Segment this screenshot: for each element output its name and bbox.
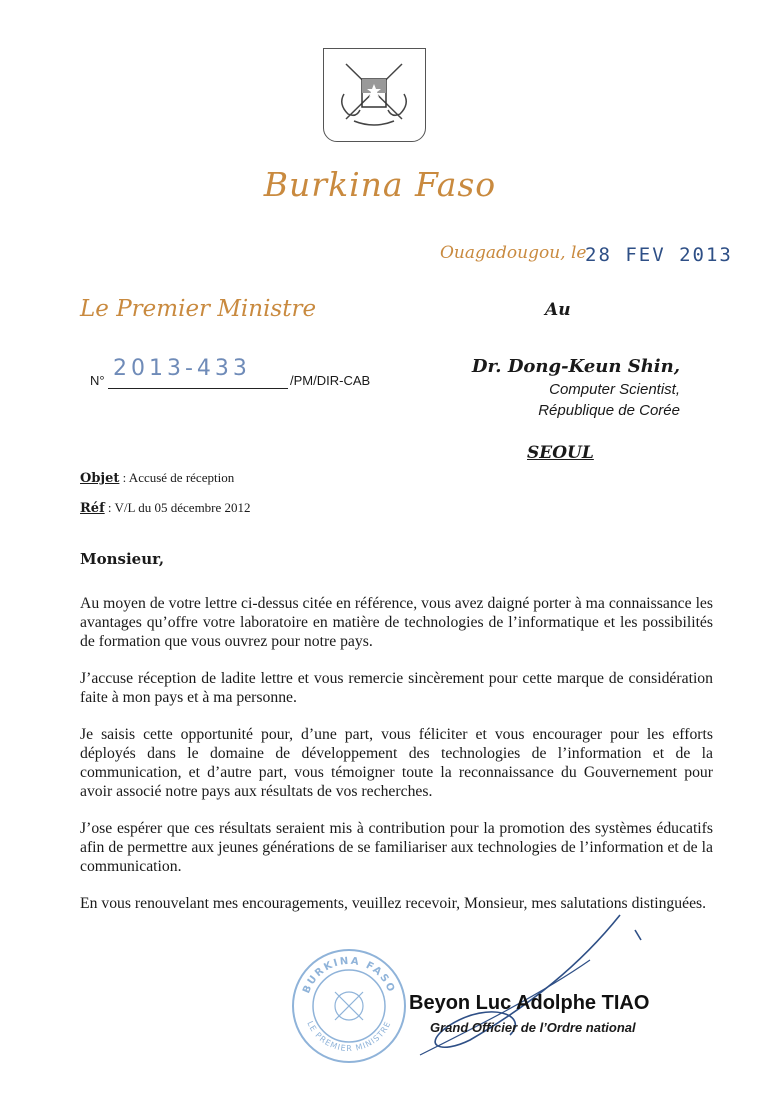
seal-bottom-text: LE PREMIER MINISTRE [305,1019,393,1054]
recipient-country: République de Corée [538,402,680,419]
coat-of-arms-icon [324,49,424,139]
letterhead-country: Burkina Faso [263,165,497,204]
signatory-title: Grand Officier de l’Ordre national [430,1020,636,1035]
paragraph: En vous renouvelant mes encouragements, veuillez recevoir, Monsieur, mes salutations distinguées. [80,895,707,912]
letter-body [80,594,713,931]
objet-line [80,470,234,486]
reference-number-line [108,388,288,389]
paragraph: Au moyen de votre lettre ci-dessus citée en référence, vous avez daigné porter à ma connaissance les avantages qu’offre votre laboratoire en matière de technologies de l’informatique et les possibilités de formation que vous ouvrez pour notre pays. [80,595,713,650]
date-stamp: 28 FEV 2013 [585,244,733,266]
paragraph: J’accuse réception de ladite lettre et vous remercie sincèrement pour cette marque de considération faite à mon pays et à ma personne. [80,670,713,706]
paragraph: J’ose espérer que ces résultats seraient mis à contribution pour la promotion des systèmes éducatifs afin de permettre aux jeunes générations de se familiariser aux technologies de l’information et de la communication. [80,820,713,875]
reference-number-suffix: /PM/DIR-CAB [290,373,371,388]
reference-number-value: 2013-433 [113,356,251,381]
objet-label: Objet [80,471,120,486]
recipient-block [440,356,680,419]
ref-label: Réf [80,501,105,516]
coat-of-arms [323,48,426,142]
signatory-name: Beyon Luc Adolphe TIAO [409,992,650,1014]
recipient-name: Dr. Dong-Keun Shin, [471,356,680,377]
letter-city: Ouagadougou, le [440,243,587,263]
paragraph: Je saisis cette opportunité pour, d’une part, vous féliciter et vous encourager pour les efforts déployés dans le domaine de développement des technologies de l’information et de la communication, et d’autre part, vous témoigner toute la reconnaissance du Gouvernement pour avoir associé notre pays aux résultats de vos recherches. [80,726,713,800]
recipient-city: SEOUL [527,443,594,463]
ref-line [80,500,251,516]
ref-value: : V/L du 05 décembre 2012 [107,500,251,515]
recipient-role: Computer Scientist, [549,381,680,398]
seal-top-text: BURKINA FASO [301,955,397,996]
letterhead-author: Le Premier Ministre [80,296,317,322]
reference-number-label: N° [90,373,105,388]
handwritten-signature [380,905,680,1065]
salutation: Monsieur, [80,550,165,568]
recipient-prefix: Au [545,300,571,320]
signature-icon [380,905,680,1065]
objet-value: : Accusé de réception [122,470,235,485]
